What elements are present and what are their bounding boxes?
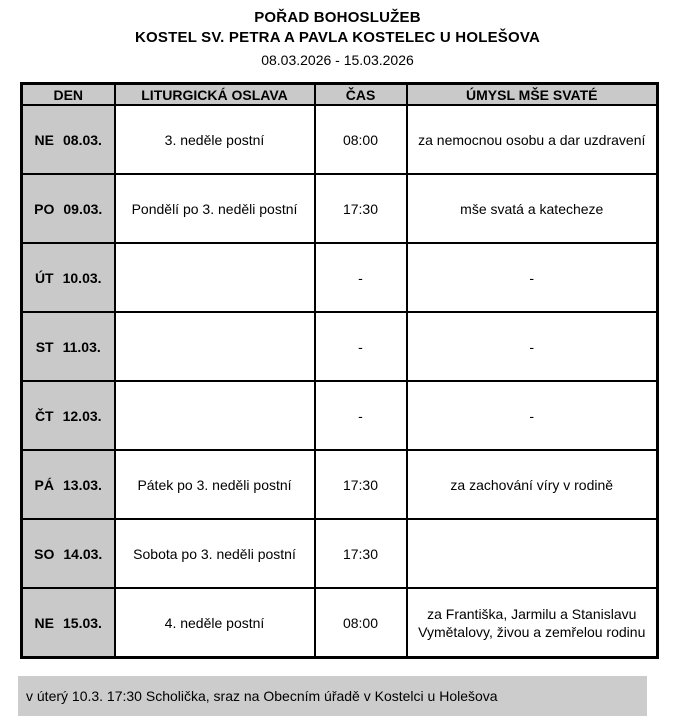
date-range: 08.03.2026 - 15.03.2026 [261, 51, 414, 68]
footer-note: v úterý 10.3. 17:30 Scholička, sraz na Obecním úřadě v Kostelci u Holešova [18, 676, 647, 716]
time-cell: - [315, 381, 407, 450]
day-cell [22, 381, 115, 450]
table-row [22, 588, 658, 658]
church-name: KOSTEL SV. PETRA A PAVLA KOSTELEC U HOLEŠOVA [135, 29, 540, 47]
day-abbr: SO [34, 545, 55, 562]
column-header-liturgicka-oslava: LITURGICKÁ OSLAVA [115, 84, 315, 106]
day-abbr: ČT [34, 407, 54, 424]
day-abbr: PO [34, 200, 55, 217]
table-row [22, 174, 658, 243]
time-cell: - [315, 243, 407, 312]
table-header-row [22, 84, 658, 106]
intention-cell: za nemocnou osobu a dar uzdravení [407, 105, 658, 174]
intention-cell: - [407, 381, 658, 450]
column-header-cas: ČAS [315, 84, 407, 106]
day-date: 14.03. [63, 545, 103, 562]
time-cell: 08:00 [315, 588, 407, 658]
table-row [22, 243, 658, 312]
column-header-umysl: ÚMYSL MŠE SVATÉ [407, 84, 658, 106]
day-cell [22, 450, 115, 519]
table-row [22, 381, 658, 450]
day-date: 11.03. [62, 338, 101, 355]
day-cell [22, 312, 115, 381]
day-abbr: NE [34, 614, 54, 631]
day-abbr: NE [34, 131, 54, 148]
day-cell [22, 588, 115, 658]
liturgy-cell: 4. neděle postní [115, 588, 315, 658]
time-cell: 17:30 [315, 174, 407, 243]
day-date: 08.03. [63, 131, 102, 148]
time-cell: 17:30 [315, 450, 407, 519]
liturgy-cell [115, 243, 315, 312]
intention-cell: - [407, 243, 658, 312]
table-row [22, 450, 658, 519]
day-cell [22, 105, 115, 174]
column-header-den: DEN [22, 84, 115, 106]
liturgy-cell: Pondělí po 3. neděli postní [115, 174, 315, 243]
liturgy-cell: Pátek po 3. neděli postní [115, 450, 315, 519]
day-abbr: PÁ [34, 476, 54, 493]
day-date: 13.03. [63, 476, 102, 493]
day-date: 15.03. [63, 614, 102, 631]
day-date: 10.03. [62, 269, 102, 286]
day-date: 09.03. [63, 200, 103, 217]
schedule-table [20, 82, 659, 659]
liturgy-cell: 3. neděle postní [115, 105, 315, 174]
day-cell [22, 243, 115, 312]
day-cell [22, 174, 115, 243]
document-header [0, 0, 675, 69]
intention-cell [407, 519, 658, 588]
intention-cell: za Františka, Jarmilu a Stanislavu Vymětalovy, živou a zemřelou rodinu [407, 588, 658, 658]
liturgy-cell [115, 312, 315, 381]
table-row [22, 519, 658, 588]
time-cell: 08:00 [315, 105, 407, 174]
intention-cell: za zachování víry v rodině [407, 450, 658, 519]
day-abbr: ÚT [34, 269, 54, 286]
table-row [22, 105, 658, 174]
time-cell: - [315, 312, 407, 381]
table-row [22, 312, 658, 381]
liturgy-cell: Sobota po 3. neděli postní [115, 519, 315, 588]
intention-cell: mše svatá a katecheze [407, 174, 658, 243]
day-abbr: ST [35, 338, 54, 355]
day-cell [22, 519, 115, 588]
intention-cell: - [407, 312, 658, 381]
time-cell: 17:30 [315, 519, 407, 588]
day-date: 12.03. [62, 407, 102, 424]
liturgy-cell [115, 381, 315, 450]
page-title: POŘAD BOHOSLUŽEB [254, 9, 421, 26]
